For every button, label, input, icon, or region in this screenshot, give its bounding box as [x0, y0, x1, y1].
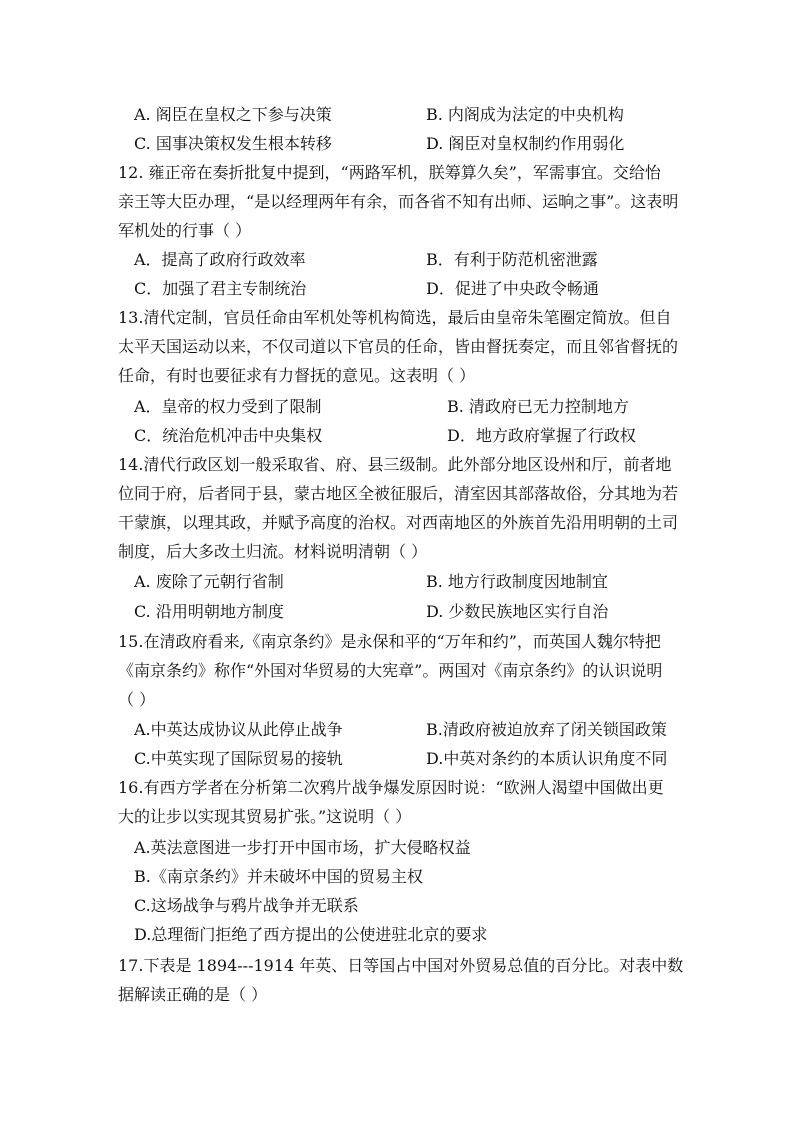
q14-stem-line-2	[0, 479, 794, 508]
q11-option-a: A. 阁臣在皇权之下参与决策	[134, 105, 332, 124]
q14-options-row-2	[0, 597, 794, 626]
q12-stem-text-1: 12. 雍正帝在奏折批复中提到，“两路军机，朕筹算久矣”，军需事宜。交给怡	[118, 163, 661, 182]
q17-stem-line-1	[0, 951, 794, 980]
q17-stem-text-2: 据解读正确的是（ ）	[118, 985, 268, 1004]
q13-stem-line-2	[0, 332, 794, 361]
q13-stem-text-3: 任命，有时也要征求有力督抚的意见。这表明（ ）	[118, 366, 476, 385]
q13-option-d: D．地方政府掌握了行政权	[447, 426, 636, 445]
q16-option-d-row	[0, 920, 794, 949]
q15-options-row-2	[0, 744, 794, 773]
q16-option-c-row	[0, 891, 794, 920]
q15-option-a: A.中英达成协议从此停止战争	[134, 720, 343, 739]
q12-options-row-2	[0, 274, 794, 303]
q11-options-row-2	[0, 129, 794, 158]
q13-option-a: A．皇帝的权力受到了限制	[134, 397, 322, 416]
q15-stem-line-2	[0, 656, 794, 685]
q13-stem-line-3	[0, 361, 794, 390]
q15-option-b: B.清政府被迫放弃了闭关锁国政策	[426, 720, 667, 739]
q13-option-b: B. 清政府已无力控制地方	[447, 397, 629, 416]
q15-stem-text-3: （ ）	[118, 690, 156, 709]
q12-stem-text-2: 亲王等大臣办理，“是以经理两年有余，而各省不知有出师、运晌之事”。这表明	[118, 192, 679, 211]
q16-option-b-row	[0, 862, 794, 891]
q14-stem-line-3	[0, 508, 794, 537]
q14-option-c: C. 沿用明朝地方制度	[134, 602, 284, 621]
q14-option-d: D. 少数民族地区实行自治	[426, 602, 609, 621]
q12-option-d: D．促进了中央政令畅通	[426, 279, 599, 298]
q12-stem-line-2	[0, 187, 794, 216]
q14-stem-text-4: 制度，后大多改土归流。材料说明清朝（ ）	[118, 542, 428, 561]
q13-stem-text-2: 太平天国运动以来，不仅司道以下官员的任命，皆由督抚奏定，而且邻省督抚的	[118, 337, 679, 356]
q15-options-row-1	[0, 715, 794, 744]
q15-stem-text-1: 15.在清政府看来,《南京条约》是永保和平的“万年和约”，而英国人魏尔特把	[118, 632, 661, 651]
q17-stem-line-2	[0, 980, 794, 1009]
q11-options-row-1	[0, 100, 794, 129]
q14-stem-line-4	[0, 537, 794, 566]
q12-stem-line-1	[0, 158, 794, 187]
q12-option-a: A．提高了政府行政效率	[134, 250, 306, 269]
q13-options-row-2	[0, 421, 794, 450]
q14-option-a: A. 废除了元朝行省制	[134, 572, 284, 591]
q14-stem-line-1	[0, 450, 794, 479]
q11-option-c: C. 国事决策权发生根本转移	[134, 134, 332, 153]
q16-stem-line-1	[0, 773, 794, 802]
q11-option-b: B. 内阁成为法定的中央机构	[426, 105, 624, 124]
q16-option-a-row	[0, 833, 794, 862]
q14-stem-text-2: 位同于府，后者同于县，蒙古地区全被征服后，清室因其部落故俗，分其地为若	[118, 484, 679, 503]
q14-stem-text-1: 14.清代行政区划一般采取省、府、县三级制。此外部分地区设州和厅，前者地	[118, 455, 672, 474]
q16-stem-text-2: 大的让步以实现其贸易扩张。”这说明（ ）	[118, 807, 412, 826]
q14-option-b: B. 地方行政制度因地制宜	[426, 572, 608, 591]
q15-stem-text-2: 《南京条约》称作“外国对华贸易的大宪章”。两国对《南京条约》的认识说明	[118, 661, 663, 680]
q13-stem-text-1: 13.清代定制，官员任命由军机处等机构简选，最后由皇帝朱笔圈定简放。但自	[118, 308, 672, 327]
q13-options-row-1	[0, 392, 794, 421]
q12-option-b: B．有利于防范机密泄露	[426, 250, 598, 269]
q17-stem-text-1: 17.下表是 1894---1914 年英、日等国占中国对外贸易总值的百分比。对表中数	[118, 956, 684, 975]
q12-stem-line-3	[0, 216, 794, 245]
q14-stem-text-3: 干蒙旗，以理其政，并赋予高度的治权。对西南地区的外族首先沿用明朝的土司	[118, 513, 679, 532]
q14-options-row-1	[0, 567, 794, 596]
q16-option-b: B.《南京条约》并未破坏中国的贸易主权	[134, 867, 423, 886]
q16-stem-line-2	[0, 802, 794, 831]
q13-stem-line-1	[0, 303, 794, 332]
q13-option-c: C．统治危机冲击中央集权	[134, 426, 323, 445]
q15-stem-line-3	[0, 685, 794, 714]
q12-options-row-1	[0, 245, 794, 274]
q16-stem-text-1: 16.有西方学者在分析第二次鸦片战争爆发原因时说：“欧洲人渴望中国做出更	[118, 778, 664, 797]
q16-option-c: C.这场战争与鸦片战争并无联系	[134, 896, 359, 915]
q11-option-d: D. 阁臣对皇权制约作用弱化	[426, 134, 625, 153]
q12-option-c: C．加强了君主专制统治	[134, 279, 307, 298]
q15-stem-line-1	[0, 627, 794, 656]
q12-stem-text-3: 军机处的行事（ ）	[118, 221, 252, 240]
q15-option-d: D.中英对条约的本质认识角度不同	[426, 749, 668, 768]
q16-option-d: D.总理衙门拒绝了西方提出的公使进驻北京的要求	[134, 925, 488, 944]
q16-option-a: A.英法意图进一步打开中国市场，扩大侵略权益	[134, 838, 471, 857]
q15-option-c: C.中英实现了国际贸易的接轨	[134, 749, 343, 768]
